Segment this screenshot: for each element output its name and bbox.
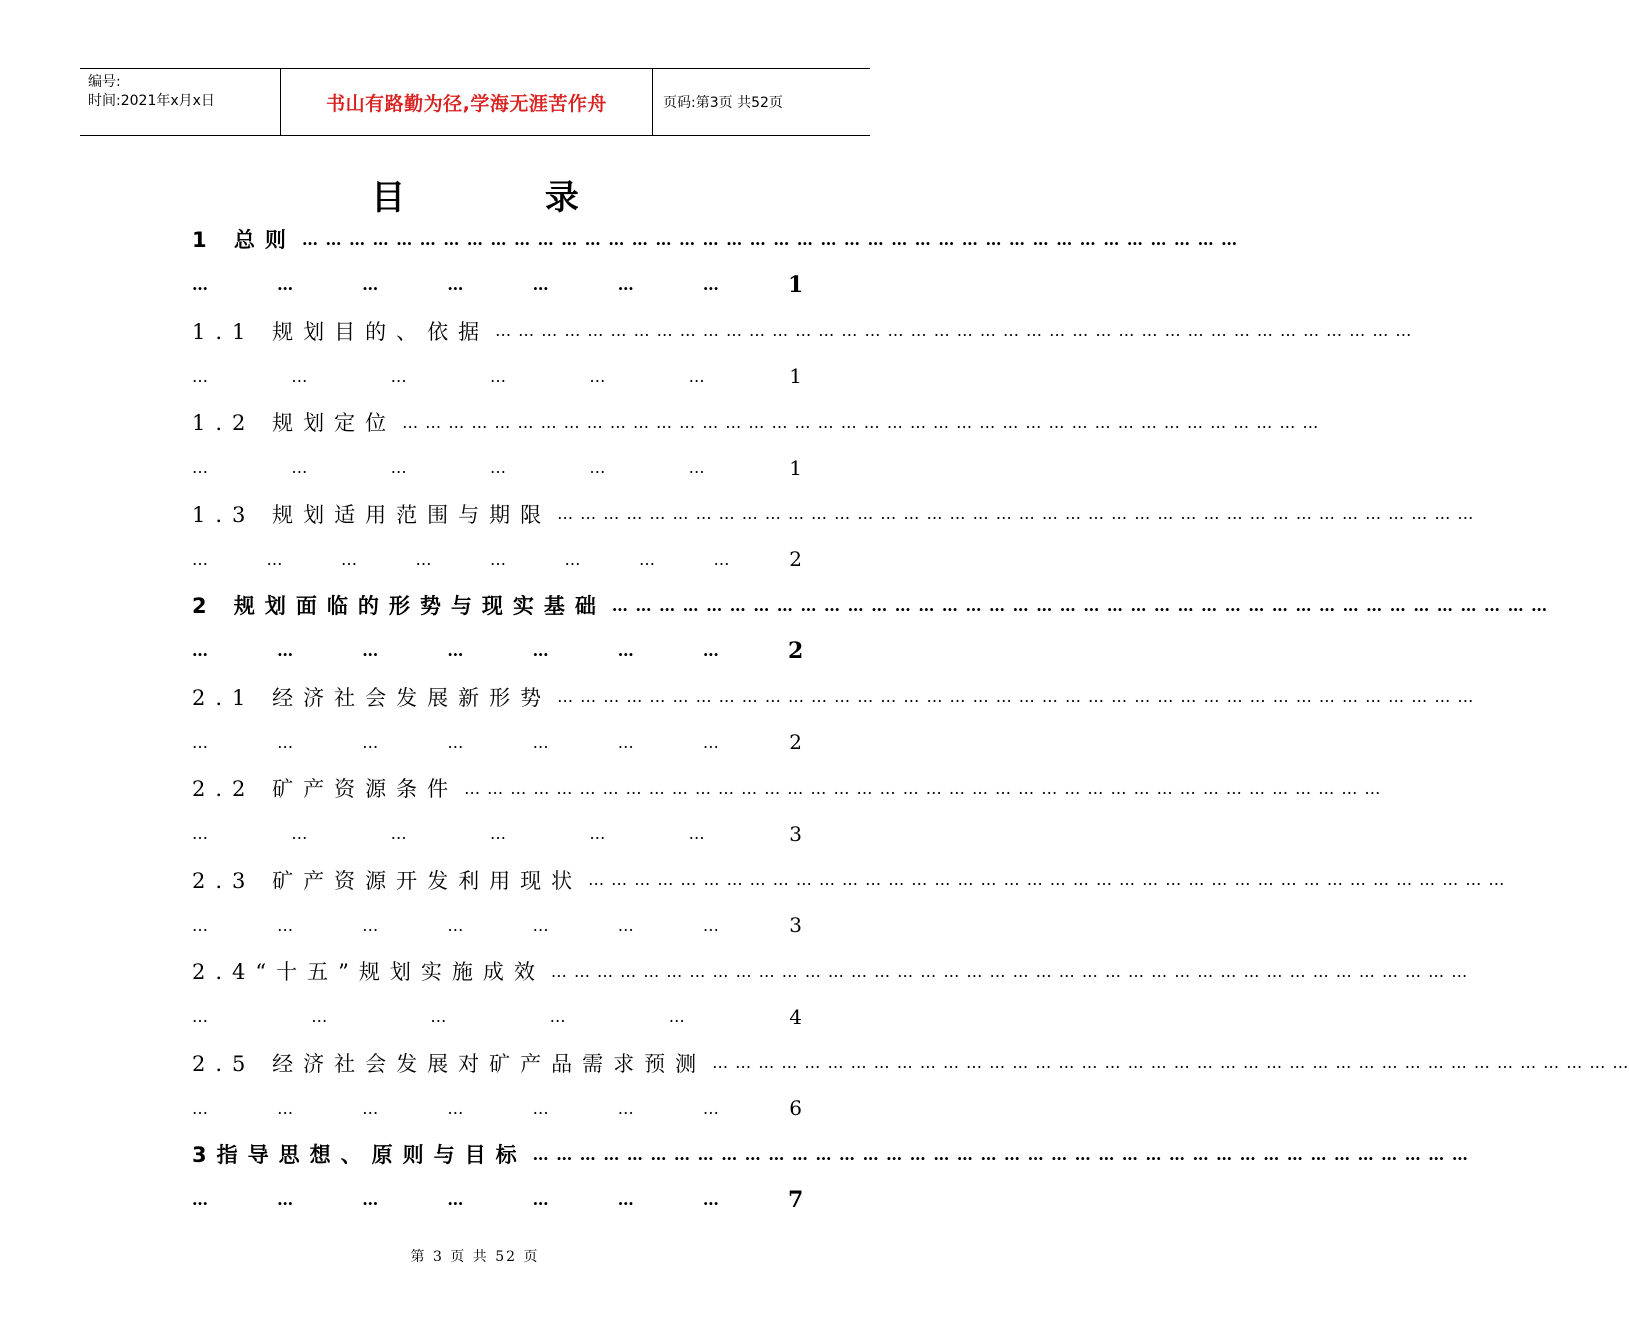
toc-leader-dots: …	[668, 1007, 685, 1026]
document-time: 时间:2021年x月x日	[88, 93, 215, 109]
toc-entry-title: 2.2 矿产资源条件	[192, 777, 459, 801]
toc-leader-dots: …	[277, 1098, 294, 1118]
toc-entry[interactable]	[192, 216, 1239, 308]
toc-entry[interactable]	[192, 1131, 1469, 1223]
toc-leader-dots: …	[532, 1098, 549, 1118]
toc-leader-dots: …	[192, 366, 208, 386]
toc-leader-dots: … … … … … … … … … … … … … … … … … … … … … … … … … … … … … … … … … … … … … … … …	[402, 412, 1320, 432]
toc-page-number: 1	[787, 271, 804, 298]
toc-leader-dots: …	[362, 732, 379, 752]
toc-leader-dots: …	[617, 732, 634, 752]
toc-page-number: 2	[787, 637, 804, 664]
toc-leader-dots: …	[617, 275, 634, 294]
toc-entry[interactable]	[192, 1040, 1629, 1132]
toc-leader-dots: …	[362, 1098, 379, 1118]
toc-leader-dots: …	[702, 1190, 719, 1209]
toc-page-number: 2	[789, 730, 802, 754]
toc-page-number: 1	[789, 364, 802, 388]
toc-leader-dots: … … … … … … … … … … … … … … … … … … … … … … … … … … … … … … … … … … … … … … … …	[712, 1053, 1629, 1072]
toc-leader-dots: …	[702, 915, 719, 935]
toc-leader-dots: …	[192, 732, 208, 752]
toc-leader-dots: …	[589, 366, 606, 386]
toc-entry[interactable]	[192, 308, 1413, 400]
toc-leader-dots: …	[532, 732, 549, 752]
toc-leader-dots: …	[447, 1098, 464, 1118]
toc-entry-title: 1.1 规划目的、依据	[192, 319, 490, 344]
toc-entry[interactable]	[192, 948, 1469, 1040]
toc-entry[interactable]	[192, 491, 1475, 583]
toc-page-number: 2	[789, 547, 802, 571]
toc-page-number: 3	[789, 821, 802, 846]
toc-entry[interactable]	[192, 674, 1475, 766]
toc-entry-title: 2.3 矿产资源开发利用现状	[192, 868, 583, 893]
header-info	[80, 69, 281, 135]
toc-page-number: 3	[789, 913, 802, 937]
page-title: 目 录	[371, 178, 643, 218]
toc-leader-dots: …	[549, 1007, 566, 1026]
header-page-info: 页码:第3页 共52页	[663, 95, 783, 111]
toc-page-number: 6	[789, 1096, 802, 1120]
toc-leader-dots: …	[291, 824, 308, 843]
toc-leader-dots: …	[390, 366, 407, 386]
toc-leader-dots: …	[192, 458, 208, 477]
toc-leader-dots: …	[277, 641, 294, 660]
toc-entry-title: 1.3 规划适用范围与期限	[192, 502, 552, 527]
toc-leader-dots: …	[266, 549, 283, 569]
toc-leader-dots: …	[702, 1098, 719, 1118]
toc-entry[interactable]	[192, 582, 1549, 674]
toc-leader-dots: …	[192, 915, 208, 935]
toc-entry-title: 2.5 经济社会发展对矿产品需求预测	[192, 1051, 707, 1076]
toc-leader-dots: …	[617, 1098, 634, 1118]
toc-leader-dots: …	[532, 915, 549, 935]
toc-leader-dots: …	[688, 824, 705, 843]
toc-leader-dots: …	[390, 824, 407, 843]
toc-leader-dots: … … … … … … … … … … … … … … … … … … … … … … … … … … … … … … … … … … … … … … … …	[301, 229, 1239, 249]
toc-leader-dots: …	[341, 549, 357, 569]
toc-leader-dots: …	[688, 458, 705, 477]
toc-leader-dots: …	[415, 549, 432, 569]
toc-leader-dots: …	[430, 1007, 447, 1026]
toc-entry-title: 2.1 经济社会发展新形势	[192, 685, 552, 710]
toc-leader-dots: …	[702, 732, 719, 752]
toc-leader-dots: …	[617, 1190, 634, 1209]
toc-leader-dots: …	[532, 275, 549, 294]
toc-leader-dots: …	[362, 275, 379, 294]
toc-page-number: 1	[789, 455, 802, 480]
toc-leader-dots: …	[277, 732, 294, 752]
toc-leader-dots: …	[362, 641, 379, 660]
toc-leader-dots: …	[532, 1190, 549, 1209]
toc-entry-title: 1.2 规划定位	[192, 411, 397, 435]
toc-entry-title: 1 总则	[192, 228, 296, 252]
toc-leader-dots: …	[192, 1098, 208, 1118]
toc-leader-dots: …	[447, 732, 464, 752]
toc-leader-dots: …	[617, 641, 634, 660]
page-header	[80, 68, 870, 136]
toc-leader-dots: …	[702, 641, 719, 660]
toc-leader-dots: … … … … … … … … … … … … … … … … … … … … … … … … … … … … … … … … … … … … … … … …	[550, 961, 1469, 981]
toc-leader-dots: …	[277, 275, 294, 294]
toc-leader-dots: …	[490, 549, 506, 569]
toc-leader-dots: …	[362, 915, 379, 935]
header-motto: 书山有路勤为径,学海无涯苦作舟	[281, 69, 653, 135]
toc-leader-dots: …	[277, 1190, 294, 1209]
toc-entry-title: 3指导思想、原则与目标	[192, 1143, 527, 1167]
toc-leader-dots: … … … … … … … … … … … … … … … … … … … … … … … … … … … … … … … … … … … … … … … …	[532, 1144, 1469, 1164]
toc-leader-dots: …	[447, 1190, 464, 1209]
toc-leader-dots: …	[688, 366, 705, 386]
toc-leader-dots: … … … … … … … … … … … … … … … … … … … … … … … … … … … … … … … … … … … … … … … …	[588, 870, 1506, 889]
toc-leader-dots: …	[447, 641, 464, 660]
toc-entry[interactable]	[192, 765, 1382, 857]
toc-leader-dots: …	[311, 1007, 328, 1026]
toc-leader-dots: … … … … … … … … … … … … … … … … … … … … … … … … … … … … … … … … … … … … … … … …	[495, 321, 1413, 340]
toc-leader-dots: … … … … … … … … … … … … … … … … … … … … … … … … … … … … … … … … … … … … … … … …	[557, 504, 1475, 523]
toc-leader-dots: …	[702, 275, 719, 294]
toc-leader-dots: …	[447, 915, 464, 935]
toc-leader-dots: …	[291, 366, 308, 386]
toc-entry-title: 2 规划面临的形势与现实基础	[192, 594, 606, 618]
toc-leader-dots: …	[362, 1190, 379, 1209]
toc-leader-dots: …	[291, 458, 308, 477]
toc-leader-dots: …	[192, 549, 208, 569]
toc-leader-dots: …	[192, 275, 208, 294]
table-of-contents	[192, 216, 1629, 1223]
toc-entry[interactable]	[192, 399, 1320, 491]
toc-leader-dots: …	[589, 458, 606, 477]
toc-page-number: 7	[787, 1186, 804, 1213]
toc-leader-dots: …	[639, 549, 655, 569]
toc-leader-dots: …	[564, 549, 581, 569]
toc-leader-dots: …	[489, 458, 506, 477]
toc-leader-dots: …	[192, 1007, 208, 1026]
toc-leader-dots: … … … … … … … … … … … … … … … … … … … … … … … … … … … … … … … … … … … … … … … …	[611, 595, 1549, 615]
toc-leader-dots: …	[489, 824, 506, 843]
toc-leader-dots: …	[617, 915, 634, 935]
toc-entry[interactable]	[192, 857, 1506, 949]
toc-leader-dots: …	[489, 366, 506, 386]
toc-page-number: 4	[789, 1004, 802, 1029]
toc-leader-dots: …	[390, 458, 407, 477]
toc-leader-dots: …	[192, 1190, 208, 1209]
toc-leader-dots: … … … … … … … … … … … … … … … … … … … … … … … … … … … … … … … … … … … … … … … …	[464, 778, 1382, 798]
toc-leader-dots: …	[713, 549, 730, 569]
toc-leader-dots: …	[277, 915, 294, 935]
toc-leader-dots: …	[447, 275, 464, 294]
document-number: 编号:	[88, 74, 121, 90]
toc-leader-dots: …	[192, 641, 208, 660]
toc-leader-dots: … … … … … … … … … … … … … … … … … … … … … … … … … … … … … … … … … … … … … … … …	[557, 687, 1475, 706]
toc-leader-dots: …	[589, 824, 606, 843]
toc-leader-dots: …	[532, 641, 549, 660]
page-footer: 第 3 页 共 52 页	[410, 1249, 540, 1265]
toc-leader-dots: …	[192, 824, 208, 843]
toc-entry-title: 2.4“十五”规划实施成效	[192, 960, 545, 984]
